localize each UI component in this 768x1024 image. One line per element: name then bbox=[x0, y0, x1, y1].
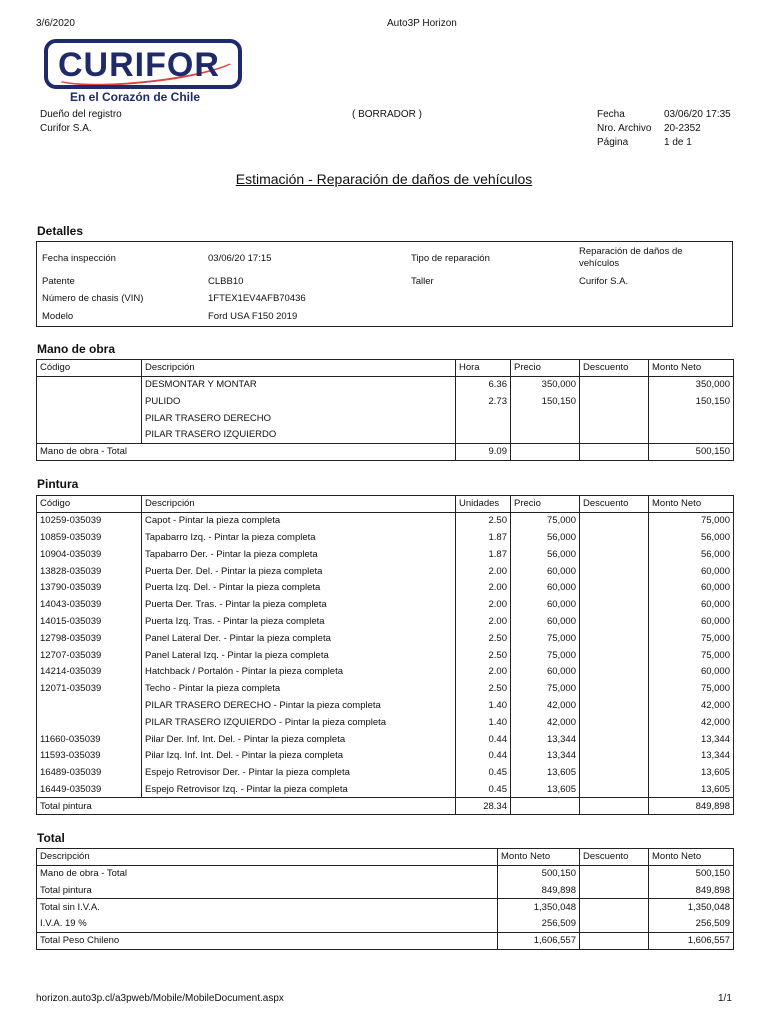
table-cell: 11593-035039 bbox=[37, 747, 142, 764]
table-cell: 2.50 bbox=[456, 647, 511, 664]
table-cell: Hatchback / Portalón - Pintar la pieza completa bbox=[142, 663, 456, 680]
table-cell: PILAR TRASERO DERECHO - Pintar la pieza completa bbox=[142, 697, 456, 714]
table-cell: Tapabarro Izq. - Pintar la pieza completa bbox=[142, 529, 456, 546]
table-cell bbox=[580, 731, 649, 748]
table-cell: 13,605 bbox=[511, 781, 580, 798]
table-row bbox=[37, 865, 734, 882]
owner: Curifor S.A. bbox=[40, 123, 92, 134]
table-cell: Monto Neto bbox=[498, 849, 580, 866]
table-cell: Descripción bbox=[37, 849, 498, 866]
table-cell: Panel Lateral Der. - Pintar la pieza completa bbox=[142, 630, 456, 647]
table-cell: Techo - Pintar la pieza completa bbox=[142, 680, 456, 697]
table-cell bbox=[580, 647, 649, 664]
table-cell: 75,000 bbox=[511, 680, 580, 697]
table-cell: PULIDO bbox=[142, 393, 456, 410]
table-cell: 10859-035039 bbox=[37, 529, 142, 546]
table-cell: Descripción bbox=[142, 496, 456, 513]
table-cell: 500,150 bbox=[498, 865, 580, 882]
table-cell bbox=[580, 916, 649, 933]
table-cell: 2.50 bbox=[456, 630, 511, 647]
table-cell: 60,000 bbox=[649, 596, 734, 613]
table-cell bbox=[511, 410, 580, 427]
modelo-label: Modelo bbox=[42, 311, 74, 322]
table-row bbox=[37, 393, 734, 410]
table-cell: 13,344 bbox=[649, 747, 734, 764]
table-cell: 75,000 bbox=[649, 630, 734, 647]
table-cell: 2.73 bbox=[456, 393, 511, 410]
table-cell bbox=[649, 427, 734, 444]
table-cell bbox=[580, 630, 649, 647]
table-cell: 849,898 bbox=[649, 798, 734, 815]
table-cell: 256,509 bbox=[498, 916, 580, 933]
document-title: Estimación - Reparación de daños de vehículos bbox=[235, 171, 533, 187]
table-cell bbox=[580, 798, 649, 815]
table-cell: 28.34 bbox=[456, 798, 511, 815]
table-row bbox=[37, 932, 734, 949]
table-cell: Puerta Der. Del. - Pintar la pieza completa bbox=[142, 563, 456, 580]
table-cell: 500,150 bbox=[649, 443, 734, 460]
table-header-row bbox=[37, 360, 734, 377]
table-cell: Pilar Der. Inf. Int. Del. - Pintar la pieza completa bbox=[142, 731, 456, 748]
table-cell: 42,000 bbox=[649, 697, 734, 714]
table-row bbox=[37, 563, 734, 580]
table-cell: Descuento bbox=[580, 849, 649, 866]
table-cell: Precio bbox=[511, 360, 580, 377]
table-cell: Descuento bbox=[580, 496, 649, 513]
status: ( BORRADOR ) bbox=[352, 109, 422, 120]
table-cell: Total Peso Chileno bbox=[37, 932, 498, 949]
table-cell: Puerta Der. Tras. - Pintar la pieza completa bbox=[142, 596, 456, 613]
table-cell bbox=[580, 376, 649, 393]
table-cell bbox=[37, 697, 142, 714]
table-row bbox=[37, 764, 734, 781]
fecha-insp: 03/06/20 17:15 bbox=[208, 253, 272, 264]
archivo: 20-2352 bbox=[664, 123, 701, 134]
table-cell: 56,000 bbox=[649, 546, 734, 563]
table-cell: 75,000 bbox=[649, 512, 734, 529]
table-cell bbox=[580, 563, 649, 580]
table-cell bbox=[456, 410, 511, 427]
pagina: 1 de 1 bbox=[664, 137, 692, 148]
table-cell: 11660-035039 bbox=[37, 731, 142, 748]
table-total-row bbox=[37, 798, 734, 815]
table-cell bbox=[580, 764, 649, 781]
table-cell: 13,344 bbox=[511, 731, 580, 748]
table-row bbox=[37, 596, 734, 613]
table-row bbox=[37, 882, 734, 899]
table-cell bbox=[580, 443, 649, 460]
table-total-row bbox=[37, 443, 734, 460]
patente: CLBB10 bbox=[208, 276, 244, 287]
table-header-row bbox=[37, 849, 734, 866]
table-cell bbox=[580, 512, 649, 529]
table-cell: 350,000 bbox=[649, 376, 734, 393]
detalles-box bbox=[36, 241, 733, 327]
table-cell bbox=[580, 546, 649, 563]
table-cell: Descuento bbox=[580, 360, 649, 377]
table-cell: Total sin I.V.A. bbox=[37, 899, 498, 916]
table-cell bbox=[580, 680, 649, 697]
table-row bbox=[37, 663, 734, 680]
table-cell: 75,000 bbox=[649, 680, 734, 697]
table-cell: 56,000 bbox=[511, 529, 580, 546]
table-cell: 60,000 bbox=[649, 563, 734, 580]
table-cell: Total pintura bbox=[37, 882, 498, 899]
table-cell: 42,000 bbox=[511, 714, 580, 731]
table-cell: Panel Lateral Izq. - Pintar la pieza completa bbox=[142, 647, 456, 664]
table-cell bbox=[37, 714, 142, 731]
table-row bbox=[37, 376, 734, 393]
table-cell: 849,898 bbox=[498, 882, 580, 899]
table-cell bbox=[580, 882, 649, 899]
table-cell: 849,898 bbox=[649, 882, 734, 899]
table-cell: 2.00 bbox=[456, 613, 511, 630]
table-cell: 1,606,557 bbox=[649, 932, 734, 949]
table-cell: Código bbox=[37, 360, 142, 377]
table-cell: DESMONTAR Y MONTAR bbox=[142, 376, 456, 393]
table-cell: Descripción bbox=[142, 360, 456, 377]
taller-label: Taller bbox=[411, 276, 434, 287]
table-cell: 10904-035039 bbox=[37, 546, 142, 563]
table-row bbox=[37, 630, 734, 647]
page-count: 1/1 bbox=[718, 993, 732, 1004]
logo-word: CURIFOR bbox=[58, 46, 220, 84]
tipo-label: Tipo de reparación bbox=[411, 253, 490, 264]
table-cell: 60,000 bbox=[649, 579, 734, 596]
table-cell: 2.00 bbox=[456, 579, 511, 596]
table-row bbox=[37, 680, 734, 697]
table-cell: 0.45 bbox=[456, 764, 511, 781]
mano-de-obra-table bbox=[36, 359, 734, 461]
table-cell: 13,344 bbox=[511, 747, 580, 764]
table-cell: 75,000 bbox=[649, 647, 734, 664]
table-cell bbox=[580, 714, 649, 731]
table-cell: 13790-035039 bbox=[37, 579, 142, 596]
table-cell bbox=[580, 579, 649, 596]
table-cell bbox=[580, 781, 649, 798]
table-row bbox=[37, 647, 734, 664]
tipo: Reparación de daños de vehículos bbox=[579, 246, 683, 269]
table-cell: 12071-035039 bbox=[37, 680, 142, 697]
pagina-label: Página bbox=[597, 137, 629, 148]
table-cell bbox=[580, 393, 649, 410]
table-cell: 1,350,048 bbox=[498, 899, 580, 916]
table-cell: Total pintura bbox=[37, 798, 456, 815]
table-row bbox=[37, 529, 734, 546]
table-header-row bbox=[37, 496, 734, 513]
table-cell: 1.87 bbox=[456, 546, 511, 563]
table-cell: 1,350,048 bbox=[649, 899, 734, 916]
table-cell: 2.50 bbox=[456, 680, 511, 697]
table-row bbox=[37, 579, 734, 596]
table-cell bbox=[580, 427, 649, 444]
table-cell: 0.45 bbox=[456, 781, 511, 798]
table-cell: 14214-035039 bbox=[37, 663, 142, 680]
fecha-insp-label: Fecha inspección bbox=[42, 253, 116, 264]
table-cell: 60,000 bbox=[511, 579, 580, 596]
table-cell: 60,000 bbox=[511, 596, 580, 613]
table-cell: 56,000 bbox=[511, 546, 580, 563]
table-cell: 12707-035039 bbox=[37, 647, 142, 664]
table-cell: Tapabarro Der. - Pintar la pieza completa bbox=[142, 546, 456, 563]
table-cell: 75,000 bbox=[511, 512, 580, 529]
table-cell: Monto Neto bbox=[649, 496, 734, 513]
table-cell: Hora bbox=[456, 360, 511, 377]
table-cell bbox=[580, 899, 649, 916]
table-cell: 75,000 bbox=[511, 630, 580, 647]
table-cell: PILAR TRASERO DERECHO bbox=[142, 410, 456, 427]
table-row bbox=[37, 747, 734, 764]
table-cell: Espejo Retrovisor Izq. - Pintar la pieza completa bbox=[142, 781, 456, 798]
fecha-label: Fecha bbox=[597, 109, 625, 120]
table-cell: Mano de obra - Total bbox=[37, 865, 498, 882]
table-cell bbox=[511, 427, 580, 444]
table-cell: 1.40 bbox=[456, 714, 511, 731]
table-cell: 350,000 bbox=[511, 376, 580, 393]
table-cell: 60,000 bbox=[649, 663, 734, 680]
table-cell bbox=[456, 427, 511, 444]
table-cell: 13,605 bbox=[649, 764, 734, 781]
table-row bbox=[37, 512, 734, 529]
fecha: 03/06/20 17:35 bbox=[664, 109, 731, 120]
table-cell: Mano de obra - Total bbox=[37, 443, 456, 460]
table-cell: 0.44 bbox=[456, 731, 511, 748]
table-cell bbox=[580, 529, 649, 546]
vin: 1FTEX1EV4AFB70436 bbox=[208, 293, 306, 304]
table-cell: I.V.A. 19 % bbox=[37, 916, 498, 933]
table-cell: 1.87 bbox=[456, 529, 511, 546]
table-cell: 2.00 bbox=[456, 563, 511, 580]
table-cell: Puerta Izq. Tras. - Pintar la pieza completa bbox=[142, 613, 456, 630]
pintura-heading: Pintura bbox=[37, 477, 79, 491]
table-cell: 13,605 bbox=[649, 781, 734, 798]
table-cell: 13,344 bbox=[649, 731, 734, 748]
table-cell: 14043-035039 bbox=[37, 596, 142, 613]
table-cell: PILAR TRASERO IZQUIERDO bbox=[142, 427, 456, 444]
table-row bbox=[37, 410, 734, 427]
table-cell: Pilar Izq. Inf. Int. Del. - Pintar la pieza completa bbox=[142, 747, 456, 764]
table-row bbox=[37, 546, 734, 563]
mano-heading: Mano de obra bbox=[37, 342, 116, 356]
table-cell bbox=[511, 798, 580, 815]
patente-label: Patente bbox=[42, 276, 75, 287]
table-cell: 16449-035039 bbox=[37, 781, 142, 798]
table-cell: 14015-035039 bbox=[37, 613, 142, 630]
table-cell: 60,000 bbox=[649, 613, 734, 630]
table-cell: 60,000 bbox=[511, 563, 580, 580]
table-cell: 2.00 bbox=[456, 596, 511, 613]
table-cell: 60,000 bbox=[511, 613, 580, 630]
table-cell bbox=[580, 932, 649, 949]
table-cell: 1,606,557 bbox=[498, 932, 580, 949]
owner-label: Dueño del registro bbox=[40, 109, 122, 120]
table-row bbox=[37, 714, 734, 731]
table-cell: 150,150 bbox=[649, 393, 734, 410]
pintura-table bbox=[36, 495, 734, 815]
table-cell bbox=[649, 410, 734, 427]
table-row bbox=[37, 697, 734, 714]
table-cell bbox=[37, 393, 142, 410]
vin-label: Número de chasis (VIN) bbox=[42, 293, 144, 304]
table-cell: PILAR TRASERO IZQUIERDO - Pintar la pieza completa bbox=[142, 714, 456, 731]
table-cell: 42,000 bbox=[511, 697, 580, 714]
taller: Curifor S.A. bbox=[579, 276, 629, 287]
page-url: horizon.auto3p.cl/a3pweb/Mobile/MobileDocument.aspx bbox=[36, 993, 284, 1004]
table-cell: 500,150 bbox=[649, 865, 734, 882]
table-cell: 6.36 bbox=[456, 376, 511, 393]
table-row bbox=[37, 899, 734, 916]
table-cell: 12798-035039 bbox=[37, 630, 142, 647]
table-cell: 16489-035039 bbox=[37, 764, 142, 781]
total-heading: Total bbox=[37, 831, 65, 845]
table-cell bbox=[580, 747, 649, 764]
table-cell: 256,509 bbox=[649, 916, 734, 933]
table-cell bbox=[580, 410, 649, 427]
table-cell bbox=[580, 663, 649, 680]
table-cell: 150,150 bbox=[511, 393, 580, 410]
table-cell: 9.09 bbox=[456, 443, 511, 460]
archivo-label: Nro. Archivo bbox=[597, 123, 652, 134]
table-row bbox=[37, 613, 734, 630]
table-cell: Puerta Izq. Del. - Pintar la pieza completa bbox=[142, 579, 456, 596]
browser-title: Auto3P Horizon bbox=[387, 18, 457, 29]
table-row bbox=[37, 427, 734, 444]
table-cell bbox=[580, 865, 649, 882]
total-table bbox=[36, 848, 734, 950]
table-cell: 42,000 bbox=[649, 714, 734, 731]
table-cell: Espejo Retrovisor Der. - Pintar la pieza completa bbox=[142, 764, 456, 781]
table-cell bbox=[580, 613, 649, 630]
table-cell: Código bbox=[37, 496, 142, 513]
table-cell: 75,000 bbox=[511, 647, 580, 664]
table-cell: Unidades bbox=[456, 496, 511, 513]
logo-tagline: En el Corazón de Chile bbox=[70, 90, 201, 104]
table-cell: 10259-035039 bbox=[37, 512, 142, 529]
table-cell: Capot - Pintar la pieza completa bbox=[142, 512, 456, 529]
table-cell: 60,000 bbox=[511, 663, 580, 680]
table-cell bbox=[37, 376, 142, 393]
table-row bbox=[37, 781, 734, 798]
browser-date: 3/6/2020 bbox=[36, 18, 75, 29]
table-cell: Monto Neto bbox=[649, 360, 734, 377]
table-cell: Monto Neto bbox=[649, 849, 734, 866]
table-cell bbox=[580, 596, 649, 613]
detalles-heading: Detalles bbox=[37, 224, 84, 238]
table-cell: 56,000 bbox=[649, 529, 734, 546]
table-row bbox=[37, 916, 734, 933]
table-row bbox=[37, 731, 734, 748]
table-cell: 0.44 bbox=[456, 747, 511, 764]
table-cell: 13,605 bbox=[511, 764, 580, 781]
table-cell bbox=[580, 697, 649, 714]
table-cell: 2.00 bbox=[456, 663, 511, 680]
table-cell: 1.40 bbox=[456, 697, 511, 714]
table-cell: Precio bbox=[511, 496, 580, 513]
modelo: Ford USA F150 2019 bbox=[208, 311, 298, 322]
table-cell: 2.50 bbox=[456, 512, 511, 529]
curifor-logo bbox=[44, 39, 242, 89]
table-cell bbox=[37, 427, 142, 444]
table-cell bbox=[37, 410, 142, 427]
table-cell bbox=[511, 443, 580, 460]
table-cell: 13828-035039 bbox=[37, 563, 142, 580]
